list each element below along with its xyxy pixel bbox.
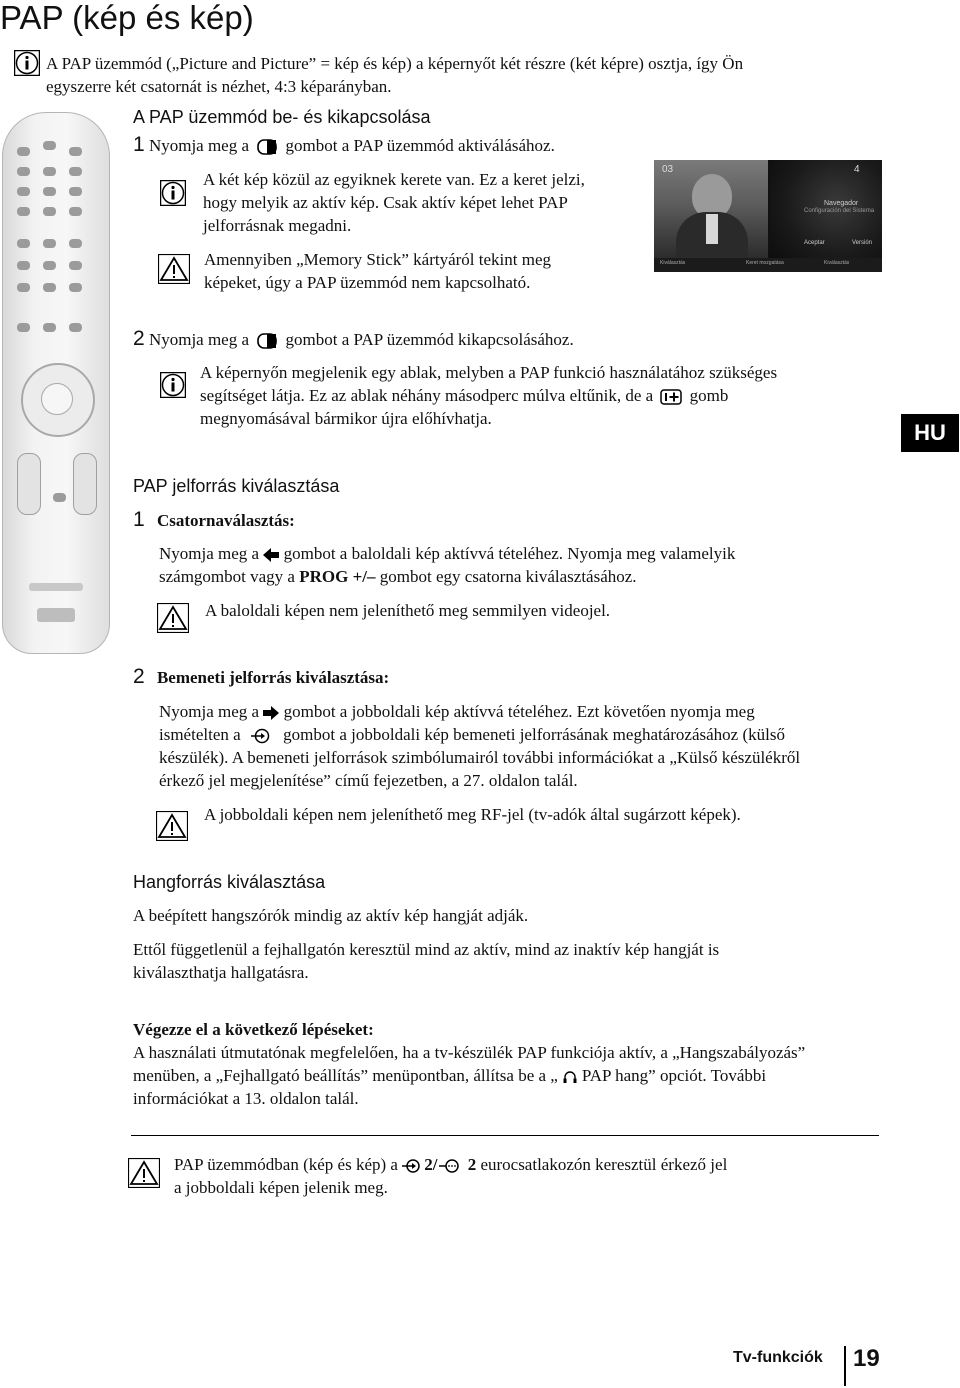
warning-memory-stick [204,248,644,294]
note-line: jelforrásnak megadni. [203,216,352,235]
step-text-pre: Nyomja meg a [148,136,250,155]
step-number: 1 [133,133,145,156]
scart-number: 2/ [424,1155,438,1174]
info-icon [160,180,186,206]
scart-output-icon [439,1158,463,1174]
warning-line: Amennyiben „Memory Stick” kártyáról tekint meg [204,250,551,269]
sound-para-1: A beépített hangszórók mindig az aktív kép hangját adják. [133,906,529,925]
para-text: PAP üzemmódban (kép és kép) a [174,1155,398,1174]
para-text: kiválaszthatja hallgatásra. [133,963,309,982]
tv-accept-label: Aceptar [804,240,825,246]
warning-icon [158,254,190,284]
step-number: 2 [133,665,145,688]
prog-button-label: PROG +/– [299,567,376,586]
para-text: készülék). A bemeneti jelforrások szimbólumairól további információkat a „Külső készülékről [159,748,801,767]
channel-instructions [159,542,879,588]
section-heading-pap-source: PAP jelforrás kiválasztása [133,476,340,496]
para-text: A használati útmutatónak megfelelően, ha a tv-készülék PAP funkciója aktív, a „Hangszabályozás” [133,1043,806,1062]
intro-text [46,52,896,98]
tv-version-label: Versión [852,240,873,246]
step-label: Csatornaválasztás: [156,511,295,530]
right-arrow-button-icon [263,706,279,720]
note-line: A képernyőn megjelenik egy ablak, melyben a PAP funkció használatához szükséges [200,363,778,382]
para-text: Nyomja meg a [159,702,260,721]
tv-bottom-right: Kiválasztás [824,260,850,266]
page-title: PAP (kép és kép) [0,0,254,36]
section-heading-sound-source: Hangforrás kiválasztása [133,872,326,892]
warning-left-video: A baloldali képen nem jeleníthető meg semmilyen videojel. [205,601,611,620]
language-tab: HU [901,414,959,452]
warning-icon [156,811,188,841]
tv-bottom-mid: Keret mozgatása [746,260,784,266]
divider [131,1135,879,1136]
step-number: 1 [133,508,145,531]
page-number: 19 [853,1345,880,1372]
step-text-post: gombot a PAP üzemmód aktiválásához. [285,136,555,155]
input-select-button-icon [249,728,275,744]
para-text: érkező jel megjelenítése” című fejezetben, a 27. oldalon talál. [159,771,578,790]
step-label: Bemeneti jelforrás kiválasztása: [156,668,390,687]
footer-divider [844,1346,846,1386]
warning-rf-signal: A jobboldali képen nem jeleníthető meg RF-jel (tv-adók által sugárzott képek). [204,805,741,824]
para-text: gombot a jobboldali kép aktívvá tételéhez. Ezt követően nyomja meg [283,702,755,721]
note-help-window [200,361,890,430]
step-2-input [133,665,389,689]
tv-right-label: 4 [854,164,860,175]
para-text: Ettől függetlenül a fejhallgatón keresztül mind az aktív, mind az inaktív kép hangját is [133,940,720,959]
para-text: menüben, a „Fejhallgató beállítás” menüpontban, állítsa be a „ [133,1066,558,1085]
step-number: 2 [133,327,145,350]
intro-line-1: A PAP üzemmód („Picture and Picture” = kép és kép) a képernyőt két részre (két képre) osztja, így Ön [46,54,744,73]
para-text: számgombot vagy a [159,567,295,586]
info-plus-button-icon [660,389,682,405]
note-line: hogy melyik az aktív kép. Csak aktív képet lehet PAP [203,193,568,212]
sound-para-2 [133,938,893,984]
para-text: gombot egy csatorna kiválasztásához. [379,567,637,586]
tv-menu-subtitle: Configuración del Sistema [804,208,875,214]
left-arrow-button-icon [263,548,279,562]
footer-note [174,1153,874,1199]
warning-icon [128,1158,160,1188]
footer-section-name: Tv-funkciók [733,1349,823,1366]
tv-left-channel: 03 [662,164,674,175]
steps-heading: Végezze el a következő lépéseket: [133,1020,374,1039]
pap-button-icon [257,333,277,349]
input-instructions [159,700,889,792]
note-active-frame [203,168,643,237]
warning-icon [157,603,189,633]
para-text: PAP hang” opciót. További [581,1066,767,1085]
para-text: információkat a 13. oldalon talál. [133,1089,359,1108]
para-text: a jobboldali képen jelenik meg. [174,1178,388,1197]
para-text: Nyomja meg a [159,544,260,563]
step-1-channel [133,508,295,532]
para-text: gombot a jobboldali kép bemeneti jelforrásának meghatározásához (külső [283,725,785,744]
warning-line: képeket, úgy a PAP üzemmód nem kapcsolható. [204,273,531,292]
tv-bottom-left: Kiválasztás [660,260,686,266]
para-text: gombot a baloldali kép aktívvá tételéhez. Nyomja meg valamelyik [283,544,736,563]
steps-text [133,1041,893,1110]
pap-button-icon [257,139,277,155]
headphones-icon [562,1070,578,1084]
para-text: ismételten a [159,725,241,744]
tv-menu-title: Navegador [824,200,859,207]
intro-line-2: egyszerre két csatornát is nézhet, 4:3 képarányban. [46,77,392,96]
tv-pap-screen-image [654,160,882,272]
para-text: eurocsatlakozón keresztül érkező jel [480,1155,728,1174]
step-2-pap-off [133,327,574,351]
note-line: megnyomásával bármikor újra előhívhatja. [200,409,492,428]
info-icon [14,50,40,76]
step-1-pap-on [133,133,555,157]
note-line: gomb [689,386,729,405]
scart-input-icon [402,1158,424,1174]
remote-control-image [2,112,110,654]
note-line: segítséget látja. Ez az ablak néhány másodperc múlva eltűnik, de a [200,386,654,405]
section-heading-pap-onoff: A PAP üzemmód be- és kikapcsolása [133,107,431,127]
scart-number: 2 [467,1155,477,1174]
info-icon [160,372,186,398]
note-line: A két kép közül az egyiknek kerete van. Ez a keret jelzi, [203,170,585,189]
step-text-post: gombot a PAP üzemmód kikapcsolásához. [285,330,574,349]
step-text-pre: Nyomja meg a [148,330,250,349]
